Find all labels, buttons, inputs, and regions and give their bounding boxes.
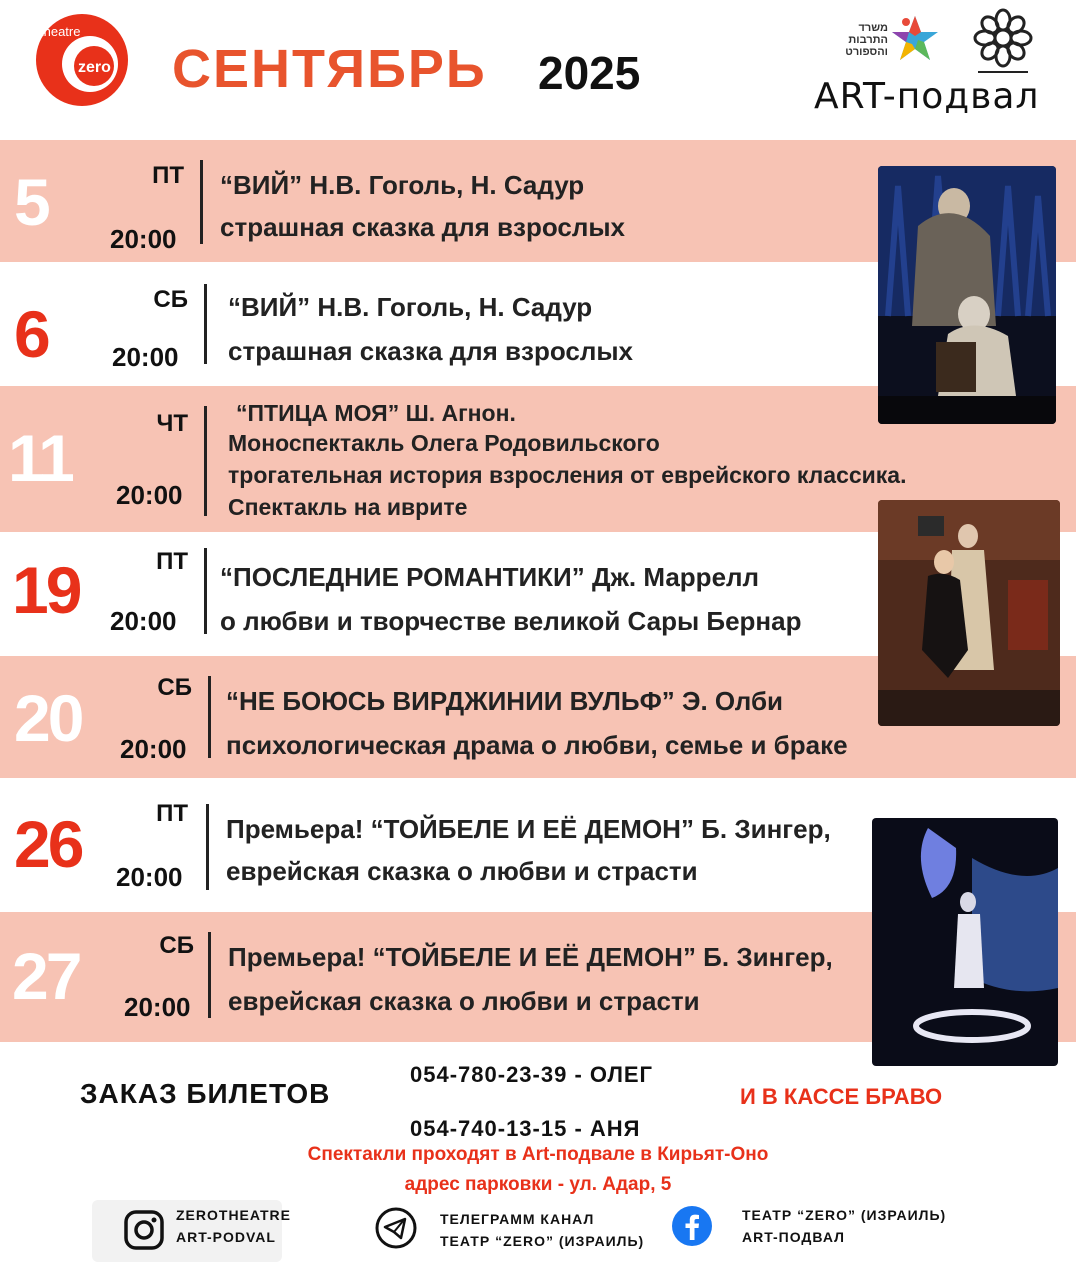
event-time: 20:00 bbox=[110, 224, 177, 254]
divider bbox=[206, 804, 209, 890]
theatre-zero-logo bbox=[28, 8, 136, 108]
event-day: 20 bbox=[14, 681, 82, 755]
telegram-channel-name[interactable]: ТЕАТР “ZERO” (ИЗРАИЛЬ) bbox=[440, 1233, 645, 1249]
event-day: 5 bbox=[14, 165, 48, 239]
event-day: 6 bbox=[14, 297, 48, 371]
telegram-channel-label[interactable]: ТЕЛЕГРАММ КАНАЛ bbox=[440, 1211, 595, 1227]
event-description: психологическая драма о любви, семье и браке bbox=[226, 730, 848, 760]
event-time: 20:00 bbox=[112, 342, 179, 372]
facebook-page-name-2[interactable]: ART-ПОДВАЛ bbox=[742, 1229, 845, 1245]
event-weekday: СБ bbox=[159, 932, 194, 959]
parking-address: адрес парковки - ул. Адар, 5 bbox=[404, 1174, 672, 1195]
event-day: 27 bbox=[12, 939, 80, 1013]
event-day: 19 bbox=[12, 553, 80, 627]
event-description: Моноспектакль Олега Родовильского bbox=[228, 430, 660, 456]
event-title: “ВИЙ” Н.В. Гоголь, Н. Садур bbox=[228, 292, 593, 322]
logo-word: zero bbox=[78, 59, 111, 76]
event-time: 20:00 bbox=[124, 992, 191, 1022]
order-tickets-label: ЗАКАЗ БИЛЕТОВ bbox=[80, 1078, 331, 1109]
event-description: о любви и творчестве великой Сары Бернар bbox=[220, 606, 802, 636]
phone-oleg[interactable]: 054-780-23-39 - ОЛЕГ bbox=[410, 1062, 654, 1087]
event-description: еврейская сказка о любви и страсти bbox=[226, 856, 698, 886]
phone-anya[interactable]: 054-740-13-15 - АНЯ bbox=[410, 1116, 641, 1141]
divider bbox=[204, 284, 207, 364]
facebook-page-name[interactable]: ТЕАТР “ZERO” (ИЗРАИЛЬ) bbox=[742, 1207, 947, 1223]
event-time: 20:00 bbox=[116, 480, 183, 510]
event-weekday: ПТ bbox=[156, 548, 188, 575]
event-title: “ПТИЦА МОЯ” Ш. Агнон. bbox=[236, 400, 516, 426]
ministry-star-icon bbox=[890, 14, 940, 64]
year-title: 2025 bbox=[538, 47, 641, 99]
divider bbox=[208, 676, 211, 758]
event-time: 20:00 bbox=[110, 606, 177, 636]
divider bbox=[200, 160, 203, 244]
event-description: еврейская сказка о любви и страсти bbox=[228, 986, 700, 1016]
event-description: страшная сказка для взрослых bbox=[220, 212, 626, 242]
event-title: Премьера! “ТОЙБЕЛЕ И ЕЁ ДЕМОН” Б. Зингер, bbox=[226, 814, 831, 844]
telegram-icon[interactable] bbox=[374, 1206, 418, 1250]
ministry-logo-text: משרד התרבות והספורט bbox=[845, 22, 888, 58]
event-day: 11 bbox=[8, 421, 72, 495]
instagram-handle[interactable]: ZEROTHEATRE bbox=[176, 1207, 291, 1223]
event-time: 20:00 bbox=[120, 734, 187, 764]
romantics-performance-photo bbox=[878, 500, 1060, 726]
event-description: Спектакль на иврите bbox=[228, 494, 468, 520]
event-weekday: ПТ bbox=[152, 162, 184, 189]
event-description: трогательная история взросления от еврейского классика. bbox=[228, 462, 907, 488]
flower-emblem-icon bbox=[970, 8, 1036, 78]
event-title: “НЕ БОЮСЬ ВИРДЖИНИИ ВУЛЬФ” Э. Олби bbox=[226, 686, 784, 716]
divider bbox=[204, 548, 207, 634]
instagram-icon[interactable] bbox=[122, 1208, 166, 1252]
event-title: Премьера! “ТОЙБЕЛЕ И ЕЁ ДЕМОН” Б. Зингер, bbox=[228, 942, 833, 972]
event-weekday: СБ bbox=[153, 286, 188, 313]
event-title: “ВИЙ” Н.В. Гоголь, Н. Садур bbox=[220, 170, 585, 200]
event-title: “ПОСЛЕДНИЕ РОМАНТИКИ” Дж. Маррелл bbox=[220, 562, 760, 592]
toibele-performance-photo bbox=[872, 818, 1058, 1066]
event-description: страшная сказка для взрослых bbox=[228, 336, 634, 366]
bravo-box-office: И В КАССЕ БРАВО bbox=[740, 1084, 943, 1109]
event-weekday: СБ bbox=[157, 674, 192, 701]
event-time: 20:00 bbox=[116, 862, 183, 892]
event-day: 26 bbox=[14, 807, 82, 881]
event-weekday: ПТ bbox=[156, 800, 188, 827]
venue-location: Спектакли проходят в Art-подвале в Кирьят-Оно bbox=[307, 1144, 769, 1165]
divider bbox=[204, 406, 207, 516]
instagram-handle-2[interactable]: ART-PODVAL bbox=[176, 1229, 276, 1245]
facebook-icon[interactable] bbox=[670, 1204, 714, 1248]
month-title: СЕНТЯБРЬ bbox=[172, 39, 487, 99]
divider bbox=[208, 932, 211, 1018]
logo-arc-text: theatre bbox=[40, 24, 81, 39]
partner-name: ART-подвал bbox=[814, 76, 1040, 117]
viy-performance-photo bbox=[878, 166, 1056, 424]
event-weekday: ЧТ bbox=[156, 410, 188, 437]
